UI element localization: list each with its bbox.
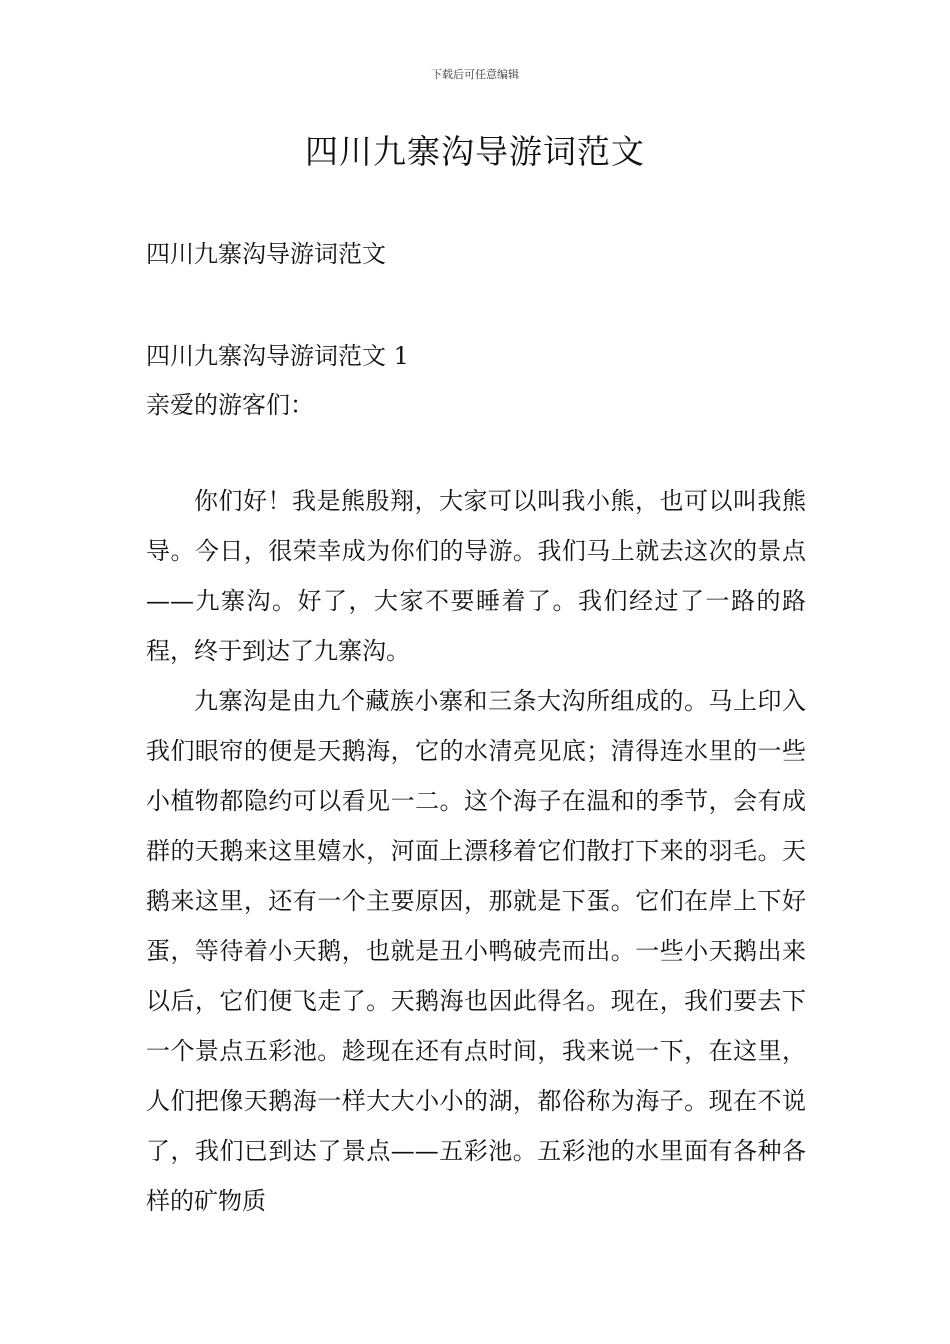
paragraph-1: 你们好！我是熊殷翔，大家可以叫我小熊，也可以叫我熊导。今日，很荣幸成为你们的导游。我们马上就去这次的景点——九寨沟。好了，大家不要睡着了。我们经过了一路的路程，终于到达了九寨沟。: [146, 487, 806, 665]
paragraph-2: 九寨沟是由九个藏族小寨和三条大沟所组成的。马上印入我们眼帘的便是天鹅海，它的水清亮见底；清得连水里的一些小植物都隐约可以看见一二。这个海子在温和的季节，会有成群的天鹅来这里嬉水，河面上漂移着它们散打下来的羽毛。天鹅来这里，还有一个主要原因，那就是下蛋。它们在岸上下好蛋，等待着小天鹅，也就是丑小鸭破壳而出。一些小天鹅出来以后，它们便飞走了。天鹅海也因此得名。现在，我们要去下一个景点五彩池。趁现在还有点时间，我来说一下，在这里，人们把像天鹅海一样大大小小的湖，都俗称为海子。现在不说了，我们已到达了景点——五彩池。五彩池的水里面有各种各样的矿物质: [146, 687, 806, 1215]
greeting: 亲爱的游客们：: [146, 391, 314, 419]
header-note: 下载后可任意编辑: [431, 68, 519, 81]
body-text: [146, 476, 806, 1226]
section-heading: 四川九寨沟导游词范文 1: [146, 342, 409, 370]
document-title: 四川九寨沟导游词范文: [305, 132, 645, 171]
document-subtitle: 四川九寨沟导游词范文: [146, 240, 386, 268]
